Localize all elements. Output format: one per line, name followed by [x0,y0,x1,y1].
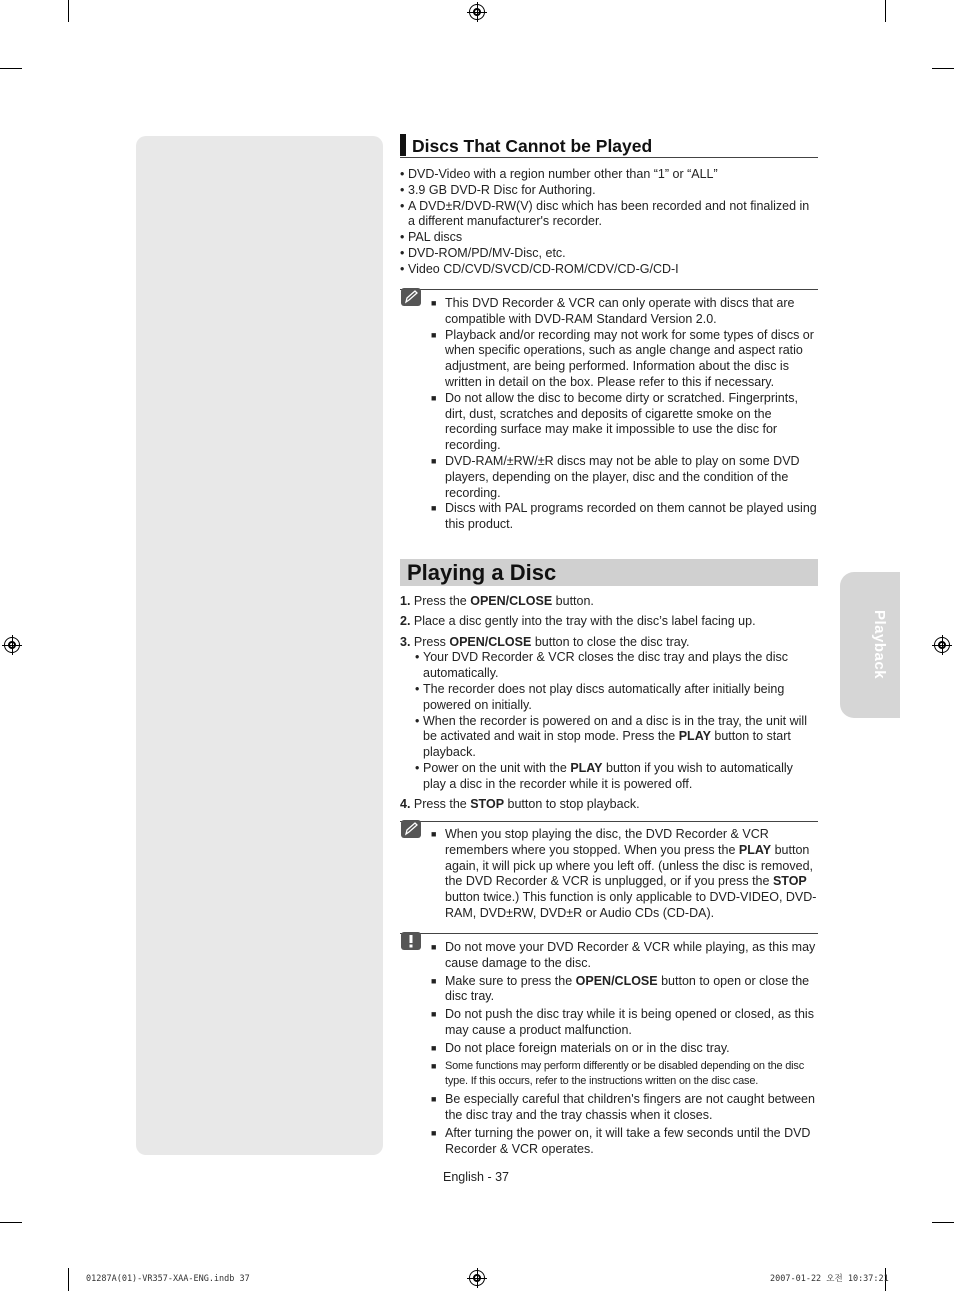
list-item: • DVD-Video with a region number other than “1” or “ALL” [400,167,818,183]
note-item: ■ This DVD Recorder & VCR can only operate with discs that are compatible with DVD-RAM Standard Version 2.0. [431,296,818,328]
print-slug-left: 01287A(01)-VR357-XAA-ENG.indb 37 [86,1274,250,1284]
caution-exclamation-icon [401,932,421,950]
note-item: ■ Playback and/or recording may not work for some types of discs or when specific operations, such as angle change and aspect ratio adjustment, are being performed. Information about the disc is written in detail on the box. Please refer to this if necessary. [431,328,818,391]
sub-item: • Your DVD Recorder & VCR closes the disc tray and plays the disc automatically. [415,650,818,682]
side-tab [840,572,900,718]
crop-mark [0,68,22,69]
crop-mark [885,0,886,22]
sub-item: • Power on the unit with the PLAY button if you wish to automatically play a disc in the recorder while it is powered off. [415,761,818,793]
sub-item: • The recorder does not play discs automatically after initially being powered on initially. [415,682,818,714]
crop-mark [68,0,69,22]
note-box [400,289,818,533]
crop-mark [932,68,954,69]
step-item: 4. Press the STOP button to stop playback. [400,797,640,812]
left-margin-panel [136,136,383,1155]
page-number: English - 37 [443,1170,510,1184]
list-item: • PAL discs [400,230,818,246]
caution-item: ■ Do not move your DVD Recorder & VCR while playing, as this may cause damage to the disc. [431,940,818,972]
page-title: Playing a Disc [407,560,557,585]
note-pencil-icon [401,820,421,838]
registration-mark-icon [469,4,485,20]
caution-item: ■ After turning the power on, it will take a few seconds until the DVD Recorder & VCR operates. [431,1126,818,1158]
note-item: ■ Do not allow the disc to become dirty or scratched. Fingerprints, dirt, dust, scratches and deposits of cigarette smoke on the recording surface may make it impossible to use the disc for recording. [431,391,818,454]
step-item: 1. Press the OPEN/CLOSE button. [400,594,594,608]
list-item: • 3.9 GB DVD-R Disc for Authoring. [400,183,818,199]
crop-mark [0,1222,22,1223]
crop-mark [68,1268,69,1291]
steps-list [400,594,818,817]
list-item: • A DVD±R/DVD-RW(V) disc which has been recorded and not finalized in a different manufacturer's recorder. [400,199,818,231]
section-title: Discs That Cannot be Played [412,136,653,156]
list-item: • DVD-ROM/PD/MV-Disc, etc. [400,246,818,262]
note-item: ■ When you stop playing the disc, the DVD Recorder & VCR remembers where you stopped. When you press the PLAY button again, it will pick up where you left off. (unless the disc is removed, the DVD Recorder & VCR is unplugged, or if you press the STOP button twice.) This function is only applicable to DVD-VIDEO, DVD-RAM, DVD±RW, DVD±R or Audio CDs (CD-DA). [431,827,818,922]
list-item: • Video CD/CVD/SVCD/CD-ROM/CDV/CD-G/CD-I [400,262,818,278]
note-item: ■ DVD-RAM/±RW/±R discs may not be able to play on some DVD players, depending on the player, disc and the condition of the recording. [431,454,818,501]
side-tab-label: Playback [871,610,888,680]
caution-box [400,933,818,1157]
caution-item: ■ Some functions may perform differently or be disabled depending on the disc type. If this occurs, refer to the instructions written on the disc case. [431,1059,818,1091]
heading-bar [400,134,406,156]
caution-item: ■ Do not place foreign materials on or in the disc tray. [431,1041,818,1057]
unplayable-disc-list [400,167,818,278]
registration-mark-icon [4,637,20,653]
sub-item: • When the recorder is powered on and a disc is in the tray, the unit will be activated and wait in stop mode. Press the PLAY button to start playback. [415,714,818,761]
caution-item: ■ Do not push the disc tray while it is being opened or closed, as this may cause a product malfunction. [431,1007,818,1039]
note-pencil-icon [401,288,421,306]
step-item: 2. Place a disc gently into the tray with the disc’s label facing up. [400,614,756,629]
section-heading [400,134,818,158]
print-slug-right: 2007-01-22 오전 10:37:21 [770,1274,889,1284]
registration-mark-icon [469,1270,485,1286]
crop-mark [932,1222,954,1223]
registration-mark-icon [934,637,950,653]
note-box [400,821,818,922]
caution-item: ■ Be especially careful that children's fingers are not caught between the disc tray and the tray chassis when it closes. [431,1092,818,1124]
caution-item: ■ Make sure to press the OPEN/CLOSE button to open or close the disc tray. [431,974,818,1006]
step-item: 3. Press OPEN/CLOSE button to close the disc tray. • Your DVD Recorder & VCR closes the disc tray and plays the disc automatically. • The recorder does not play discs automatically after initially being powered on initially. • When the recorder is powered on and a disc is in the tray, the unit will be activated and wait in stop mode. Press the PLAY button to start playback. • Power on the unit with the PLAY button if you wish to automatically play a disc in the recorder while it is powered off. [400,635,818,793]
note-item: ■ Discs with PAL programs recorded on them cannot be played using this product. [431,501,818,533]
page-title-bar [400,559,818,586]
